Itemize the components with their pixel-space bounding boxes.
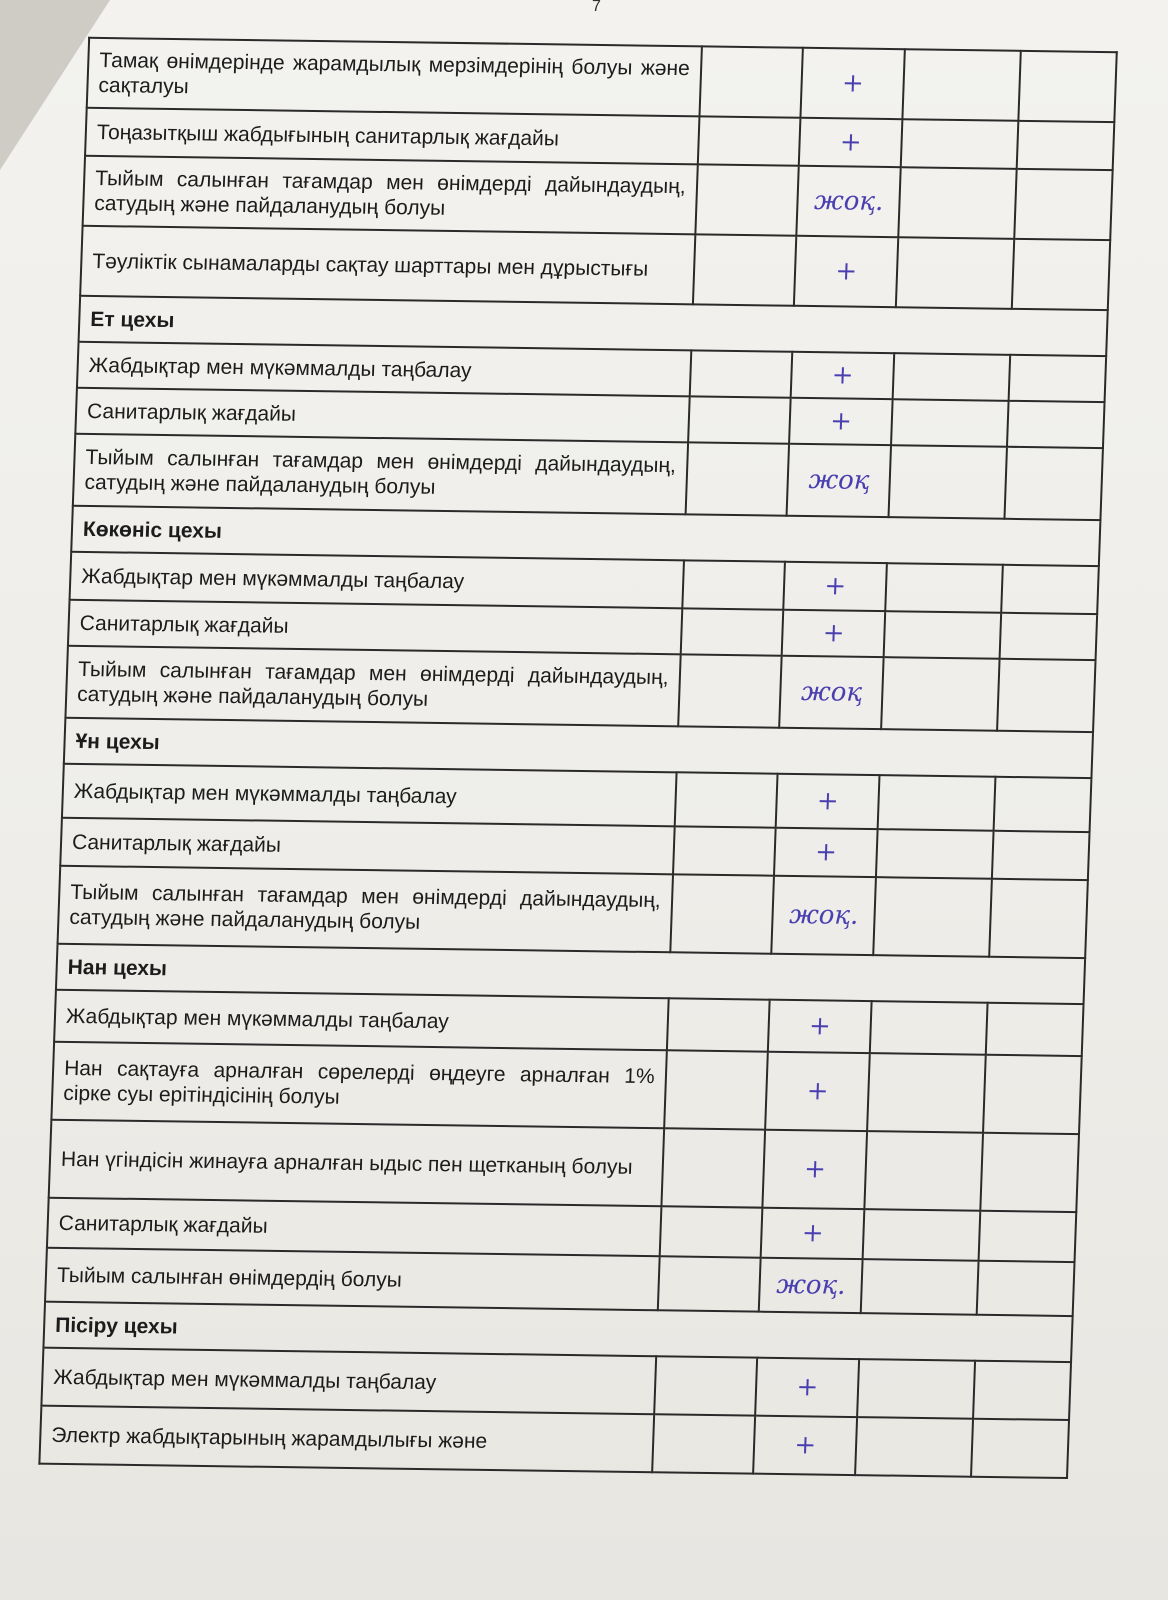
- empty-cell: [885, 563, 1003, 613]
- checklist-item-text: Жабдықтар мен мүкәммалды таңбалау: [62, 764, 676, 827]
- checklist-item-text: Тыйым салынған тағамдар мен өнімдерді дайындаудың, сатудың және пайдаланудың болуы: [83, 156, 698, 235]
- handwritten-mark: +: [763, 1130, 867, 1209]
- empty-cell: [901, 119, 1019, 169]
- empty-cell: [992, 831, 1089, 880]
- empty-cell: [863, 1209, 981, 1261]
- handwritten-mark: +: [789, 398, 892, 445]
- handwritten-mark: +: [782, 610, 885, 657]
- handwritten-mark: жоқ: [780, 656, 884, 729]
- checklist-row: [51, 1042, 1081, 1134]
- checklist-item-text: Тыйым салынған өнімдердің болуы: [45, 1248, 659, 1311]
- empty-cell: [994, 777, 1091, 832]
- empty-cell: [857, 1359, 975, 1419]
- handwritten-mark: +: [754, 1416, 858, 1475]
- empty-cell: [695, 164, 799, 235]
- checklist-item-text: Тамақ өнімдерінде жарамдылық мерзімдерінің болуы және сақталуы: [87, 38, 702, 117]
- empty-cell: [657, 1256, 761, 1311]
- checklist-table-body: [39, 38, 1116, 1478]
- checklist-item-text: Тоңазытқыш жабдығының санитарлық жағдайы: [85, 108, 699, 165]
- handwritten-mark: +: [799, 118, 902, 167]
- empty-cell: [1000, 613, 1097, 660]
- empty-cell: [1019, 51, 1117, 122]
- empty-cell: [861, 1259, 979, 1315]
- empty-cell: [678, 654, 782, 727]
- empty-cell: [667, 998, 771, 1051]
- checklist-item-text: Электр жабдықтарының жарамдылығы және: [39, 1406, 653, 1473]
- checklist-item-text: Жабдықтар мен мүкәммалды таңбалау: [41, 1348, 655, 1415]
- empty-cell: [891, 399, 1009, 447]
- empty-cell: [973, 1361, 1071, 1420]
- handwritten-mark: +: [766, 1052, 870, 1131]
- empty-cell: [977, 1261, 1074, 1316]
- empty-cell: [903, 49, 1022, 121]
- empty-cell: [884, 611, 1002, 659]
- empty-cell: [1005, 447, 1103, 520]
- empty-cell: [685, 442, 789, 515]
- handwritten-mark: +: [791, 352, 894, 399]
- empty-cell: [971, 1419, 1069, 1478]
- empty-cell: [1015, 169, 1113, 240]
- checklist-row: [58, 866, 1088, 958]
- checklist-row: [49, 1120, 1079, 1212]
- empty-cell: [855, 1417, 973, 1477]
- empty-cell: [652, 1414, 756, 1473]
- section-title: Пісіру цехы: [43, 1302, 1072, 1362]
- page-number: 7: [592, 0, 601, 15]
- empty-cell: [670, 874, 774, 953]
- empty-cell: [873, 877, 992, 957]
- empty-cell: [1007, 401, 1104, 448]
- section-title: Нан цехы: [56, 944, 1085, 1004]
- handwritten-mark: жоқ.: [797, 166, 901, 237]
- empty-cell: [673, 826, 776, 875]
- empty-cell: [878, 775, 996, 831]
- empty-cell: [979, 1211, 1076, 1262]
- checklist-table-wrapper: [38, 37, 1117, 1479]
- empty-cell: [1009, 355, 1106, 402]
- empty-cell: [983, 1055, 1081, 1134]
- empty-cell: [659, 1206, 762, 1257]
- checklist-item-text: Санитарлық жағдайы: [75, 388, 689, 443]
- checklist-item-text: Нан үгіндісін жинауға арналған ыдыс пен щетканың болуы: [49, 1120, 664, 1207]
- checklist-item-text: Санитарлық жағдайы: [68, 600, 682, 655]
- checklist-item-text: Жабдықтар мен мүкәммалды таңбалау: [77, 342, 691, 397]
- empty-cell: [697, 116, 800, 165]
- handwritten-mark: +: [784, 562, 887, 611]
- empty-cell: [689, 350, 792, 397]
- handwritten-mark: +: [761, 1208, 864, 1259]
- section-title: Ет цехы: [79, 296, 1108, 356]
- handwritten-mark: жоқ.: [759, 1258, 863, 1313]
- handwritten-mark: жоқ.: [772, 876, 876, 955]
- empty-cell: [998, 659, 1096, 732]
- empty-cell: [870, 1001, 988, 1055]
- inspection-checklist-table: [38, 37, 1117, 1479]
- empty-cell: [881, 657, 1000, 731]
- handwritten-mark: жоқ: [787, 444, 891, 517]
- checklist-item-text: Санитарлық жағдайы: [47, 1198, 661, 1257]
- checklist-item-text: Тыйым салынған тағамдар мен өнімдерді дайындаудың, сатудың және пайдаланудың болуы: [73, 434, 688, 515]
- empty-cell: [981, 1133, 1079, 1212]
- checklist-item-text: Санитарлық жағдайы: [60, 818, 674, 875]
- empty-cell: [699, 46, 803, 117]
- empty-cell: [867, 1053, 986, 1133]
- checklist-item-text: Нан сақтауға арналған сөрелерді өңдеуге арналған 1% сірке суы ерітіндісінің болуы: [51, 1042, 666, 1129]
- handwritten-mark: +: [756, 1358, 860, 1417]
- empty-cell: [889, 445, 1008, 519]
- empty-cell: [893, 353, 1011, 401]
- checklist-item-text: Тәуліктік сынамаларды сақтау шарттары мен дұрыстығы: [80, 226, 695, 305]
- empty-cell: [688, 396, 791, 443]
- empty-cell: [674, 772, 778, 827]
- handwritten-mark: +: [801, 48, 905, 119]
- section-title: Көкөніс цехы: [71, 506, 1100, 566]
- empty-cell: [654, 1356, 758, 1415]
- empty-cell: [876, 829, 994, 879]
- empty-cell: [682, 560, 785, 609]
- checklist-item-text: Тыйым салынған тағамдар мен өнімдерді дайындаудың, сатудың және пайдаланудың болуы: [58, 866, 673, 953]
- empty-cell: [990, 879, 1088, 958]
- handwritten-mark: +: [794, 236, 898, 307]
- empty-cell: [864, 1131, 983, 1211]
- empty-cell: [664, 1050, 768, 1129]
- empty-cell: [693, 234, 797, 305]
- checklist-item-text: Жабдықтар мен мүкәммалды таңбалау: [70, 552, 684, 609]
- empty-cell: [1002, 565, 1099, 614]
- handwritten-mark: +: [774, 828, 877, 877]
- section-title: Ұн цехы: [64, 718, 1093, 778]
- empty-cell: [986, 1003, 1083, 1056]
- empty-cell: [661, 1128, 765, 1207]
- empty-cell: [1012, 239, 1110, 310]
- empty-cell: [1017, 121, 1114, 170]
- empty-cell: [896, 237, 1015, 309]
- empty-cell: [898, 167, 1017, 239]
- checklist-item-text: Жабдықтар мен мүкәммалды таңбалау: [54, 990, 668, 1051]
- handwritten-mark: +: [768, 1000, 872, 1053]
- checklist-item-text: Тыйым салынған тағамдар мен өнімдерді дайындаудың, сатудың және пайдаланудың болуы: [65, 646, 680, 727]
- handwritten-mark: +: [776, 774, 880, 829]
- empty-cell: [680, 608, 783, 655]
